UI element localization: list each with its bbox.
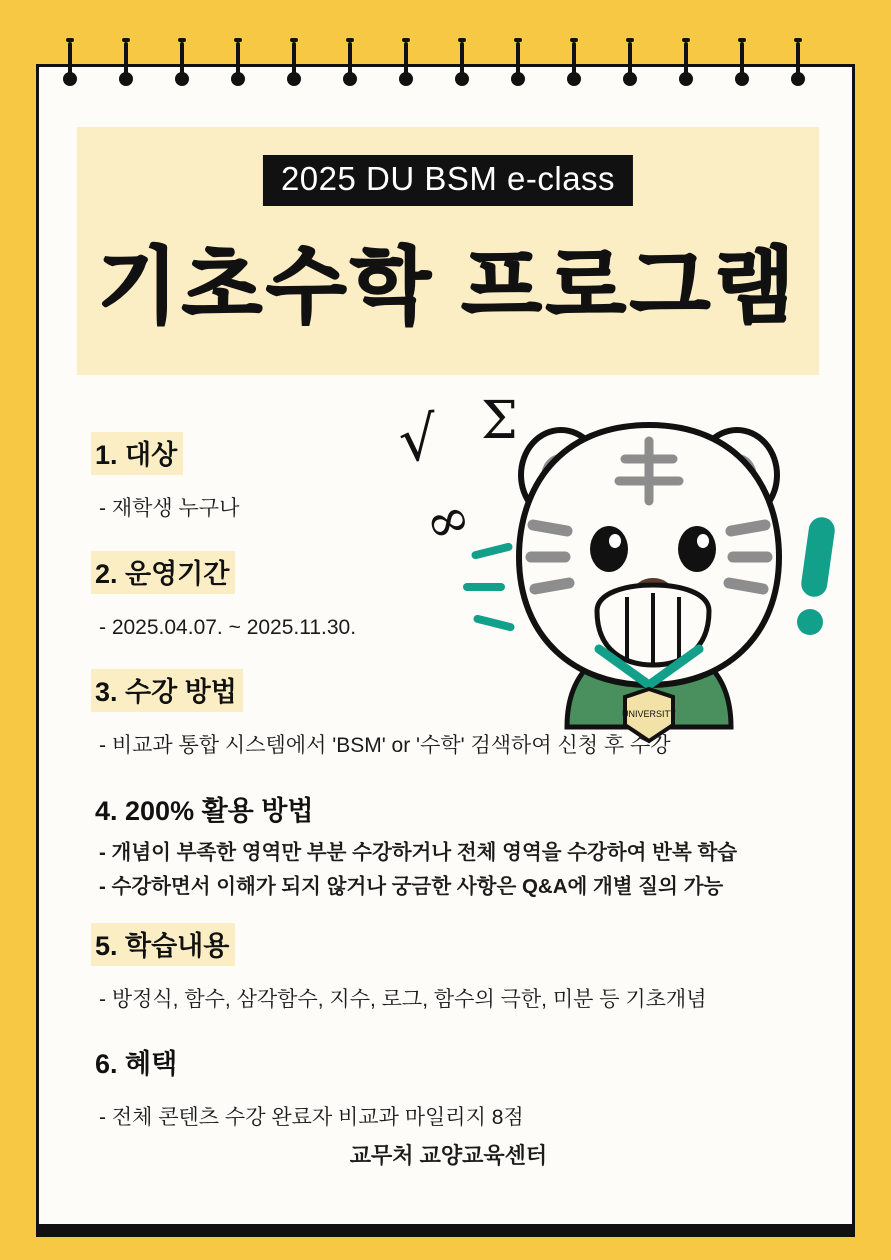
poster-footer: 교무처 교양교육센터 [349,1143,548,1168]
section-line: - 방정식, 함수, 삼각함수, 지수, 로그, 함수의 극한, 미분 등 기초개념 [99,987,707,1011]
sigma-symbol: Σ [481,391,518,451]
poster-body [91,432,821,1160]
section-title: 2. 운영기간 [91,551,235,594]
infinity-symbol: ∞ [416,483,479,558]
section-line: - 전체 콘텐츠 수강 완료자 비교과 마일리지 8점 [99,1106,524,1129]
section-title: 5. 학습내용 [91,923,235,966]
poster-eyebrow: 2025 DU BSM e-class [263,155,633,206]
section-line: - 수강하면서 이해가 되지 않거나 궁금한 사항은 Q&A에 개별 질의 가능 [99,874,724,898]
section-line: - 개념이 부족한 영역만 부분 수강하거나 전체 영역을 수강하여 반복 학습 [99,840,738,864]
section-how-to-enroll [91,669,821,762]
section-title: 6. 혜택 [95,1049,178,1079]
section-line: - 재학생 누구나 [99,497,240,520]
section-title: 1. 대상 [91,432,183,475]
section-lines [91,835,821,899]
header-band [77,127,819,375]
section-line: - 2025.04.07. ~ 2025.11.30. [99,615,357,639]
section-curriculum [91,923,821,1016]
poster-headline: 기초수학 프로그램 [97,240,799,333]
spiral-binding [36,42,855,90]
section-target [91,432,821,525]
section-line: - 비교과 통합 시스템에서 'BSM' or '수학' 검색하여 신청 후 수강 [99,734,671,757]
svg-text:UNIVERSITY: UNIVERSITY [621,709,677,719]
section-title: 3. 수강 방법 [91,669,243,712]
sqrt-symbol: √ [395,403,441,477]
section-title: 4. 200% 활용 방법 [95,795,314,826]
section-usage-tips [91,788,821,899]
section-benefits [91,1041,821,1134]
poster-page [36,64,855,1227]
section-period [91,551,821,644]
poster [36,42,855,1227]
